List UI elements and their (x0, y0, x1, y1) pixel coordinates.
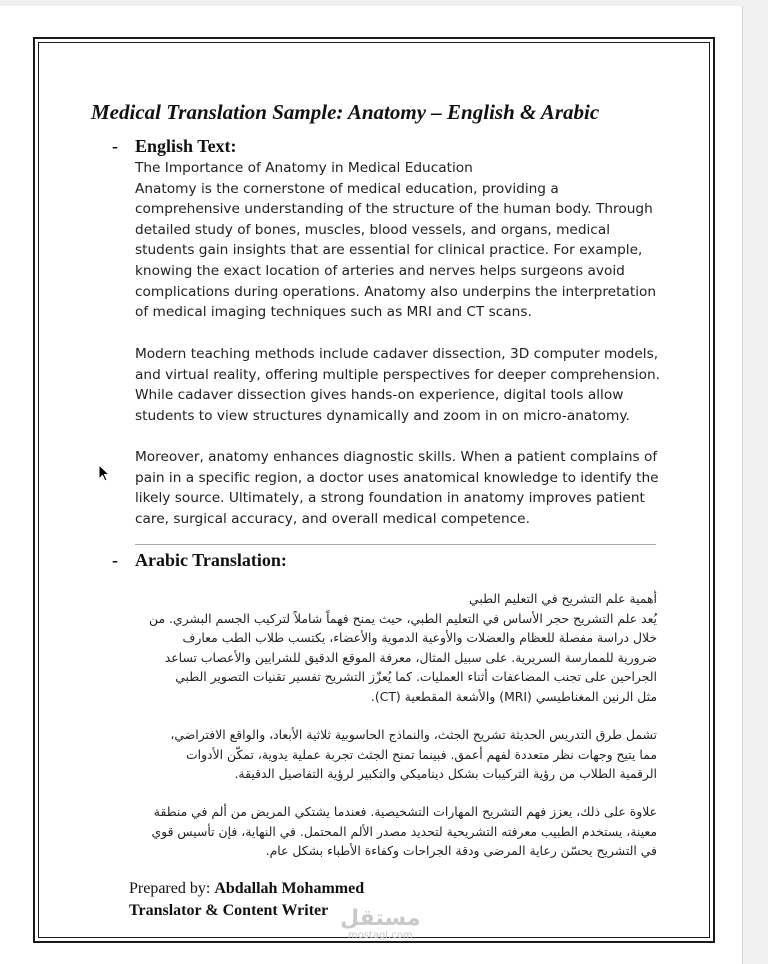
arabic-bullet: - (112, 550, 118, 570)
arabic-paragraph-1 (140, 589, 657, 707)
document-title: Medical Translation Sample: Anatomy – English & Arabic (91, 100, 600, 124)
document-page (0, 6, 743, 964)
prepared-by-line (129, 880, 364, 898)
arabic-line: علاوة على ذلك، يعزز فهم التشريح المهارات التشخيصية. فعندما يشتكي المريض من ألم في منطقة (153, 804, 657, 819)
english-line: detailed study of bones, muscles, blood vessels, and organs, medical (135, 221, 611, 238)
english-line: Anatomy is the cornerstone of medical education, providing a (135, 180, 559, 197)
author-name: Abdallah Mohammed (214, 880, 365, 897)
english-line: care, surgical accuracy, and overall medical competence. (135, 510, 530, 527)
english-subtitle: The Importance of Anatomy in Medical Education (135, 160, 473, 176)
arabic-line: الجراحين على تجنب المضاعفات أثناء العمليات. كما يُعزّز التشريح تفسير تقنيات التصوير الطبي (175, 669, 657, 685)
arabic-line: خلال دراسة مفصلة للعظام والعضلات والأوعية الدموية والأعضاء، يكتسب طلاب الطب معارف (182, 630, 657, 646)
watermark-url: mostaql.com (347, 930, 413, 941)
english-line: Modern teaching methods include cadaver dissection, 3D computer models, (135, 346, 659, 362)
author-role: Translator & Content Writer (129, 902, 329, 919)
english-line: students gain insights that are essential for clinical practice. For example, (135, 242, 643, 259)
english-heading (112, 136, 237, 157)
english-line: students to view structures dynamically and zoom in on micro-anatomy. (135, 407, 630, 424)
watermark-logo: مستقل (340, 906, 421, 931)
english-heading-label: English Text: (135, 136, 237, 156)
english-paragraph-1 (135, 158, 665, 323)
english-line: comprehensive understanding of the structure of the human body. Through (135, 201, 653, 218)
arabic-line: تشمل طرق التدريس الحديثة تشريح الجثث، والنماذج الحاسوبية ثلاثية الأبعاد، والواقع الافتراضي، (170, 727, 657, 742)
english-line: pain in a specific region, a doctor uses anatomical knowledge to identify the (135, 469, 659, 486)
watermark (340, 908, 420, 941)
english-line: complications during operations. Anatomy also underpins the interpretation (135, 283, 657, 300)
english-line: and virtual reality, offering multiple perspectives for deeper comprehension. (135, 366, 660, 383)
english-paragraph-2 (135, 344, 665, 426)
arabic-line: في التشريح يحسّن رعاية المرضى ودقة الجراحات وكفاءة الأطباء بشكل عام. (265, 843, 657, 859)
english-line: While cadaver dissection gives hands-on experience, digital tools allow (135, 387, 624, 404)
mouse-cursor-icon (98, 464, 110, 482)
arabic-line: معينة، يستخدم الطبيب معرفته التشريحية لتحديد مصدر الألم المحتمل. في النهاية، فإن تأسيس قوي (151, 823, 657, 839)
arabic-paragraph-3 (140, 802, 657, 861)
english-line: knowing the exact location of arteries and nerves helps surgeons avoid (135, 262, 625, 279)
arabic-line: أهمية علم التشريح في التعليم الطبي (469, 591, 657, 606)
arabic-line: الرقمية الطلاب من رؤية التركيبات بشكل ديناميكي والتكبير لرؤية التفاصيل الدقيقة. (234, 766, 657, 782)
arabic-paragraph-2 (140, 725, 657, 784)
english-line: of medical imaging techniques such as MRI and CT scans. (135, 304, 532, 321)
arabic-line: مثل الرنين المغناطيسي (MRI) والأشعة المقطعية (CT). (370, 688, 657, 704)
english-line: Moreover, anatomy enhances diagnostic skills. When a patient complains of (135, 449, 658, 465)
english-bullet: - (112, 136, 118, 156)
arabic-line: ضرورية للممارسة السريرية. على سبيل المثال، معرفة الموقع الدقيق للشرايين والأعصاب تساعد (164, 649, 657, 665)
arabic-heading-label: Arabic Translation: (135, 550, 287, 570)
english-paragraph-3 (135, 447, 665, 529)
prepared-by-label: Prepared by: (129, 880, 211, 897)
english-line: likely source. Ultimately, a strong foundation in anatomy improves patient (135, 490, 645, 507)
arabic-line: يُعد علم التشريح حجر الأساس في التعليم الطبي، حيث يمنح فهماً شاملاً لتركيب الجسم البشري. من (149, 610, 657, 626)
section-divider (135, 544, 656, 545)
arabic-line: مما يتيح وجهات نظر متعددة لفهم أعمق. فبينما تمنح الجثث تجربة عملية يدوية، تمكّن الأدوات (185, 746, 657, 762)
arabic-heading (112, 550, 287, 571)
